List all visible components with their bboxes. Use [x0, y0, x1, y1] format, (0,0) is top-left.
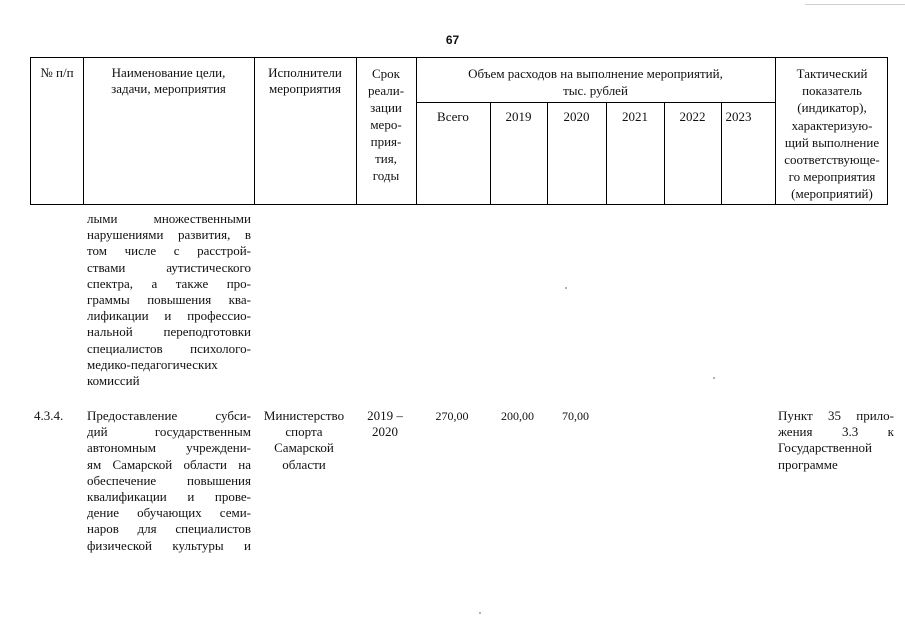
row-name-line: дий государственным — [87, 424, 251, 440]
header-executor — [254, 65, 356, 97]
header-name-line: задачи, мероприятия — [111, 81, 226, 96]
header-term-line: меро- — [370, 117, 402, 132]
header-indicator-line: Тактический — [796, 66, 868, 81]
row-executor-line: области — [282, 456, 326, 472]
header-year-2020: 2020 — [563, 109, 590, 124]
header-term-line: зации — [370, 100, 402, 115]
row-name-line: наров для специалистов — [87, 521, 251, 537]
row-executor-line: Министерство — [263, 408, 345, 423]
header-term-line: годы — [372, 168, 400, 183]
row-name-line: обеспечение повышения — [87, 472, 251, 488]
header-term-line: реали- — [367, 83, 405, 98]
row-name-line: автономным учреждени- — [87, 440, 251, 456]
header-indicator-line: показатель — [802, 83, 862, 99]
row-executor-line: спорта — [285, 424, 323, 440]
header-indicator-line: соответствующе- — [784, 152, 880, 168]
header-indicator-line: характеризую- — [791, 117, 873, 133]
continuation-line: граммы повышения ква- — [87, 292, 251, 308]
header-name-line: Наименование цели, — [111, 65, 226, 80]
row-name-line: физической культуры и — [87, 537, 251, 553]
header-executor-line: Исполнители — [268, 65, 342, 80]
row-name-line: квалификации и прове- — [87, 489, 251, 505]
header-indicator-line: (индикатор), — [797, 100, 867, 116]
scan-speck — [565, 287, 567, 289]
scan-speck — [713, 377, 715, 379]
header-total: Всего — [437, 109, 469, 124]
row-name-line: Предоставление субси- — [87, 408, 251, 423]
header-year-2022: 2022 — [679, 109, 706, 124]
continuation-line: ствами аутистического — [87, 259, 251, 275]
header-term-line: тия, — [375, 151, 397, 166]
header-indicator-line: (мероприятий) — [791, 186, 873, 202]
row-executor — [253, 408, 355, 473]
row-total: 270,00 — [435, 409, 469, 423]
header-year-2019: 2019 — [505, 109, 532, 124]
header-volume-line: Объем расходов на выполнение мероприятий, — [468, 66, 723, 81]
row-indicator-line: программе — [778, 456, 838, 472]
scan-edge-mark — [805, 0, 905, 5]
continuation-line: том числе с расстрой- — [87, 243, 251, 259]
header-volume — [416, 65, 775, 99]
header-volume-line: тыс. рублей — [563, 83, 628, 98]
row-indicator-line: Пункт 35 прило- — [778, 408, 894, 423]
continuation-line: нарушениями развития, в — [87, 227, 251, 243]
header-name — [83, 65, 254, 97]
continuation-line: лификации и профессио- — [87, 308, 251, 324]
header-term — [356, 65, 416, 184]
row-term-line: 2020 — [372, 424, 398, 440]
row-name-line: дение обучающих семи- — [87, 505, 251, 521]
row-name — [87, 408, 251, 554]
continuation-line: лыми множественными — [87, 211, 251, 226]
row-indicator — [778, 408, 894, 473]
continuation-line: специалистов психолого- — [87, 340, 251, 356]
continuation-line: нальной переподготовки — [87, 324, 251, 340]
header-indicator-line: щий выполнение — [784, 134, 880, 150]
continuation-line: спектра, а также про- — [87, 275, 251, 291]
row-2019: 200,00 — [501, 409, 534, 423]
header-executor-line: мероприятия — [268, 81, 341, 96]
page-number: 67 — [445, 33, 460, 47]
header-indicator — [775, 65, 889, 203]
header-year-2021: 2021 — [622, 109, 648, 124]
continuation-line: медико-педагогических — [87, 356, 218, 372]
row-name-line: ям Самарской области на — [87, 456, 251, 472]
row-indicator-line: жения 3.3 к — [778, 424, 894, 440]
row-number: 4.3.4. — [34, 408, 64, 423]
row-2020: 70,00 — [562, 409, 589, 423]
row-executor-line: Самарской — [274, 440, 334, 456]
row-term-line: 2019 – — [367, 408, 403, 423]
header-term-line: прия- — [370, 134, 402, 149]
header-number: № п/п — [40, 65, 74, 80]
continuation-line: комиссий — [87, 373, 140, 389]
header-indicator-line: го мероприятия — [788, 169, 876, 185]
header-term-line: Срок — [372, 66, 400, 81]
table-header — [30, 57, 888, 205]
row-term — [355, 408, 415, 440]
scan-speck — [479, 612, 481, 614]
continuation-text — [87, 211, 251, 389]
header-year-2023: 2023 — [725, 109, 752, 124]
row-indicator-line: Государственной — [778, 440, 873, 456]
